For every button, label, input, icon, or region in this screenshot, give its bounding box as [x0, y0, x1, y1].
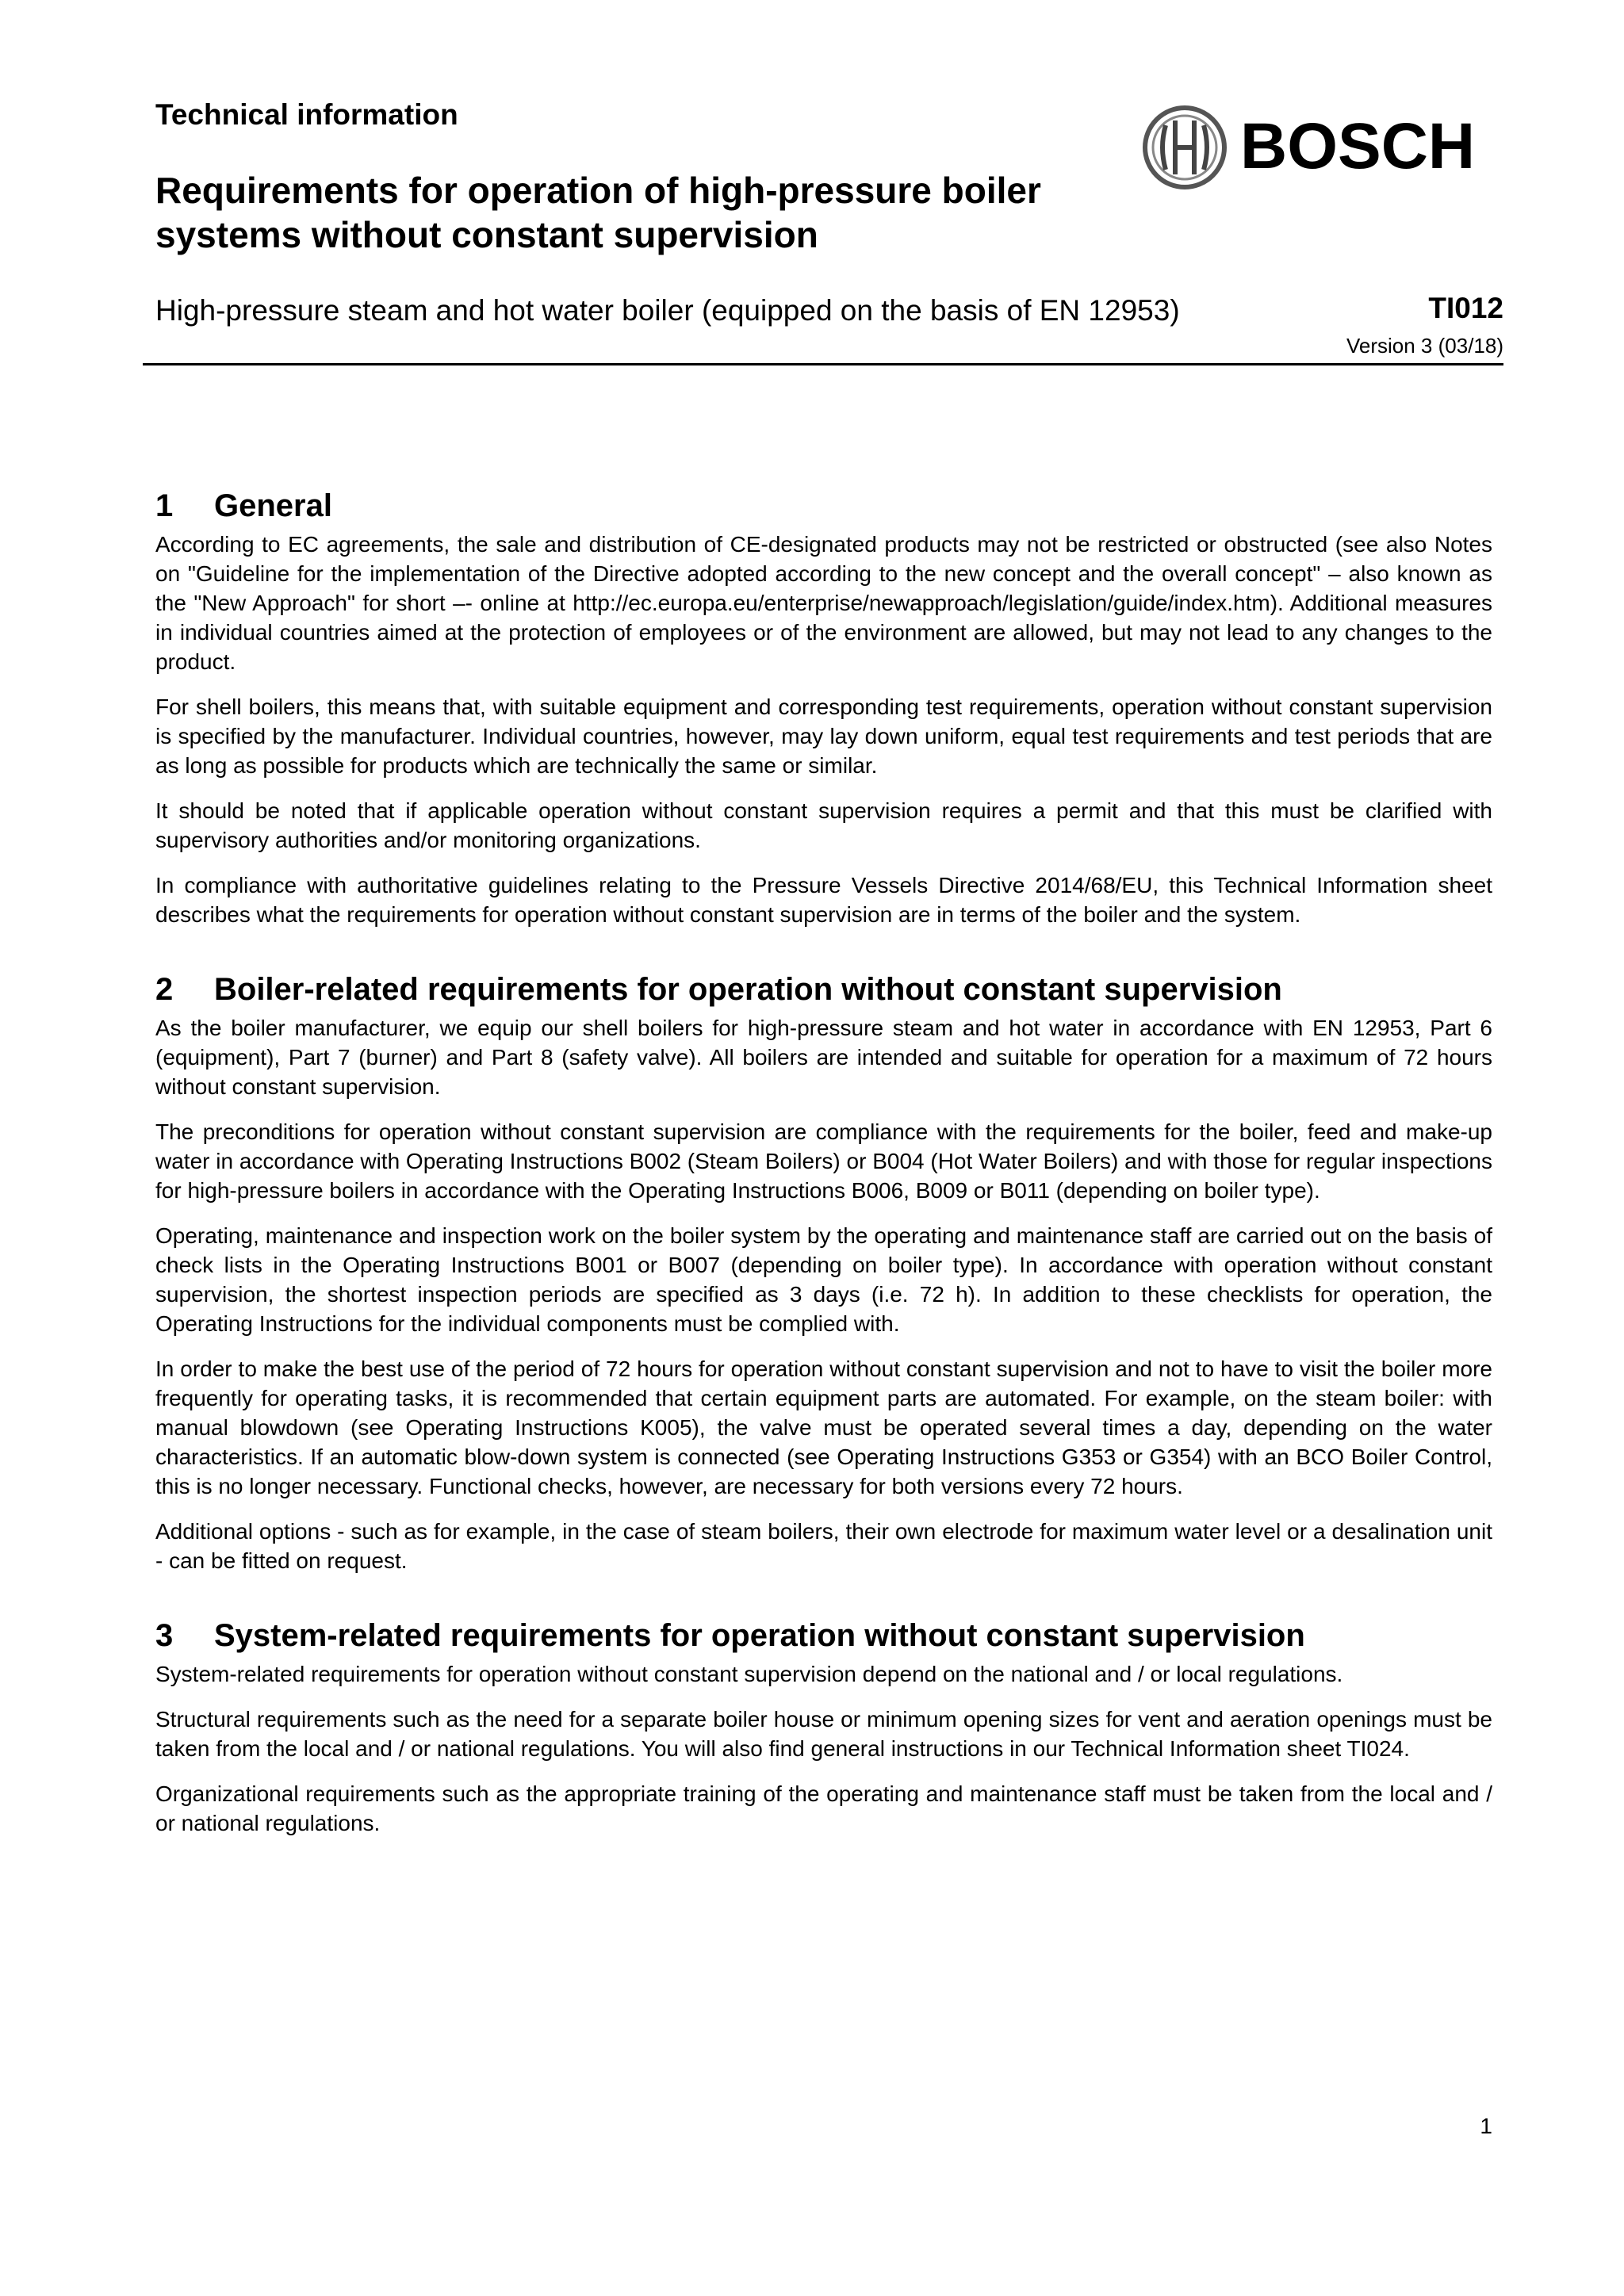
section-title: General	[214, 488, 332, 523]
paragraph: The preconditions for operation without constant supervision are compliance with the requirements for the boiler, feed and make-up water in accordance with Operating Instructions B002 (Steam Boilers) or B004 (Hot Water Boilers) and with those for regular inspections for high-pressure boilers in accordance with the Operating Instructions B006, B009 or B011 (depending on boiler type).	[155, 1119, 1492, 1203]
document-version: Version 3 (03/18)	[1346, 334, 1503, 358]
page-number: 1	[1480, 2114, 1492, 2138]
bosch-armature-icon	[1145, 108, 1224, 187]
header-divider	[143, 363, 1503, 365]
paragraph: In compliance with authoritative guidelines relating to the Pressure Vessels Directive 2014/68/EU, this Technical Information sheet describes what the requirements for operation without constant supervision are in terms of the boiler and the system.	[155, 873, 1492, 927]
paragraph: System-related requirements for operation without constant supervision depend on the national and / or local regulations.	[155, 1662, 1343, 1686]
paragraph: It should be noted that if applicable operation without constant supervision requires a permit and that this must be clarified with supervisory authorities and/or monitoring organizations.	[155, 798, 1492, 852]
paragraph: For shell boilers, this means that, with suitable equipment and corresponding test requirements, operation without constant supervision is specified by the manufacturer. Individual countries, however, may lay down uniform, equal test requirements and test periods that are as long as possible for products which are technically the same or similar.	[155, 695, 1492, 778]
section-boiler-requirements	[155, 969, 1492, 1575]
section-number: 1	[155, 488, 174, 523]
paragraph: According to EC agreements, the sale and distribution of CE-designated products may not be restricted or obstructed (see also Notes on "Guideline for the implementation of the Directive adopted according to the new concept and the overall concept" – also known as the "New Approach" for short –- online at http://ec.europa.eu/enterprise/newapproach/legislation/guide/index.htm). Additional measures in individual countries aimed at the protection of employees or of the environment are allowed, but may not lead to any changes to the product.	[155, 532, 1492, 674]
document-type: Technical information	[155, 98, 458, 131]
section-number: 2	[155, 972, 174, 1007]
section-system-requirements	[155, 1615, 1492, 1838]
document-title: Requirements for operation of high-pressure boiler systems without constant supervision	[155, 170, 1041, 255]
section-number: 3	[155, 1618, 174, 1653]
section-title: System-related requirements for operation without constant supervision	[214, 1618, 1305, 1653]
document-subtitle: High-pressure steam and hot water boiler (equipped on the basis of EN 12953)	[155, 294, 1180, 327]
paragraph: As the boiler manufacturer, we equip our shell boilers for high-pressure steam and hot water in accordance with EN 12953, Part 6 (equipment), Part 7 (burner) and Part 8 (safety valve). All boilers are intended and suitable for operation for a maximum of 72 hours without constant supervision.	[155, 1016, 1492, 1099]
section-heading	[155, 1615, 1492, 1656]
brand-name: BOSCH	[1240, 110, 1476, 182]
paragraph: Structural requirements such as the need for a separate boiler house or minimum opening sizes for vent and aeration openings must be taken from the local and / or national regulations. You will also find general instructions in our Technical Information sheet TI024.	[155, 1707, 1492, 1761]
bosch-logo	[1139, 101, 1503, 193]
section-heading	[155, 969, 1492, 1010]
section-heading	[155, 485, 1492, 526]
paragraph: Additional options - such as for example, in the case of steam boilers, their own electrode for maximum water level or a desalination unit - can be fitted on request.	[155, 1519, 1492, 1573]
section-general	[155, 485, 1492, 929]
document-body	[155, 485, 1492, 1877]
paragraph: Operating, maintenance and inspection work on the boiler system by the operating and maintenance staff are carried out on the basis of check lists in the Operating Instructions B001 or B007 (depending on boiler type). In accordance with operation without constant supervision, the shortest inspection periods are specified as 3 days (i.e. 72 h). In addition to these checklists for operation, the Operating Instructions for the individual components must be complied with.	[155, 1223, 1492, 1336]
section-title: Boiler-related requirements for operation without constant supervision	[214, 972, 1282, 1007]
paragraph: In order to make the best use of the period of 72 hours for operation without constant supervision and not to have to visit the boiler more frequently for operating tasks, it is recommended that certain equipment parts are automated. For example, on the steam boiler: with manual blowdown (see Operating Instructions K005), the valve must be operated several times a day, depending on the water characteristics. If an automatic blow-down system is connected (see Operating Instructions G353 or G354) with an BCO Boiler Control, this is no longer necessary. Functional checks, however, are necessary for both versions every 72 hours.	[155, 1357, 1492, 1498]
paragraph: Organizational requirements such as the appropriate training of the operating and maintenance staff must be taken from the local and / or national regulations.	[155, 1781, 1492, 1835]
document-id: TI012	[1428, 292, 1503, 324]
